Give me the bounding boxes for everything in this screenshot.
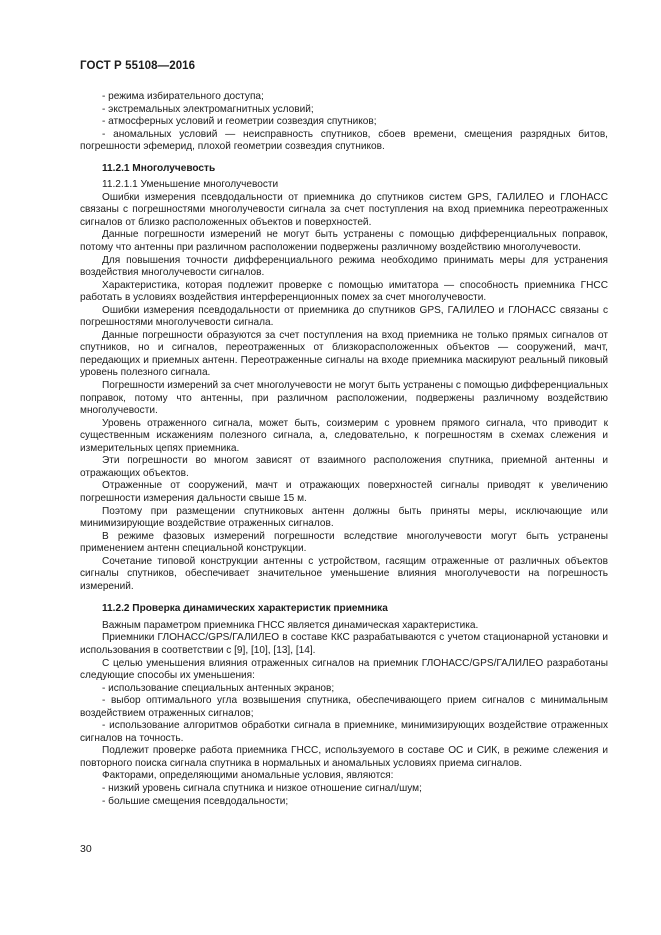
bullet-item: - использование алгоритмов обработки сигнала в приемнике, минимизирующих воздействие отраженных сигналов на точность. [80,720,608,744]
paragraph: Факторами, определяющими аномальные условия, являются: [102,770,394,782]
paragraph: Подлежит проверке работа приемника ГНСС, используемого в составе ОС и СИК, в режиме слежения и повторного поиска сигнала спутника в нормальных и аномальных условиях приема сигналов. [80,745,608,769]
bullet-item: - выбор оптимального угла возвышения спутника, обеспечивающего прием сигналов с минимальным воздействием отраженных сигналов; [80,695,608,719]
document-header: ГОСТ Р 55108—2016 [80,60,196,72]
paragraph: Для повышения точности дифференциального режима необходимо принимать меры для устранения воздействия многолучевости сигналов. [80,254,608,279]
paragraph: Важным параметром приемника ГНСС является динамическая характеристика. [102,619,479,631]
page-body [80,91,608,808]
paragraph: Эти погрешности во многом зависят от взаимного расположения спутника, приемной антенны и отражающих объектов. [80,455,608,479]
page-number: 30 [80,843,92,855]
bullet-item: - использование специальных антенных экранов; [102,682,335,694]
paragraph: Ошибки измерения псевдодальности от приемника до спутников систем GPS, ГАЛИЛЕО и ГЛОНАСС связаны с погрешностями многолучевости сигнала за счет поступления на вход приемника переотраженных сигналов от близко расположенных объектов и поверхностей. [80,191,608,228]
bullet-item: - большие смещения псевдодальности; [102,795,289,807]
paragraph: Данные погрешности образуются за счет поступления на вход приемника не только прямых сигналов от спутников, но и сигналов, переотраженных от близкорасположенных объектов — сооружений, мачт, передающих и приемных антенн. Переотраженные сигналы на входе приемника маскируют реальный пиковый уровень полезного сигнала. [80,329,608,379]
bullet-item: - экстремальных электромагнитных условий; [102,103,314,115]
paragraph: Приемники ГЛОНАСС/GPS/ГАЛИЛЕО в составе ККС разрабатываются с учетом стационарной установки и использования в соответствии с [9], [10], [13], [14]. [80,632,608,656]
bullet-item: - аномальных условий — неисправность спутников, сбоев времени, смещения разрядных битов, погрешности эфемерид, плохой геометрии созвездия спутников. [80,128,608,153]
paragraph: Данные погрешности измерений не могут быть устранены с помощью дифференциальных поправок, потому что антенны при различном расположении подвержены различному воздействию многолучевости. [80,229,608,254]
paragraph: Уровень отраженного сигнала, может быть, соизмерим с уровнем прямого сигнала, что приводит к существенным искажениям полезного сигнала, а, следовательно, к погрешностям в схемах слежения и измерительных цепях приемника. [80,417,608,454]
bullet-item: - атмосферных условий и геометрии созвездия спутников; [102,116,377,128]
bullet-item: - низкий уровень сигнала спутника и низкое отношение сигнал/шум; [102,782,422,794]
paragraph: Ошибки измерения псевдодальности от приемника до спутников GPS, ГАЛИЛЕО и ГЛОНАСС связаны с погрешностями многолучевости сигнала. [80,304,608,329]
paragraph: С целью уменьшения влияния отраженных сигналов на приемник ГЛОНАСС/GPS/ГАЛИЛЕО разработаны следующие способы их уменьшения: [80,657,608,682]
section-heading-11-2-1: 11.2.1 Многолучевость [102,162,216,174]
paragraph: Характеристика, которая подлежит проверке с помощью имитатора — способность приемника ГНСС работать в условиях воздействия интерференционных помех за счет многолучевости. [80,279,608,304]
paragraph: Поэтому при размещении спутниковых антенн должны быть приняты меры, исключающие или минимизирующие воздействие отраженных сигналов. [80,505,608,530]
paragraph: Отраженные от сооружений, мачт и отражающих поверхностей сигналы приводят к увеличению погрешности измерения дальности свыше 15 м. [80,480,608,504]
bullet-item: - режима избирательного доступа; [102,91,264,102]
paragraph: Сочетание типовой конструкции антенны с устройством, гасящим отраженные от различных объектов сигналы спутников, обеспечивает значительное уменьшение влияния многолучевости на погрешность измерений. [80,555,608,592]
subsection-heading-11-2-1-1: 11.2.1.1 Уменьшение многолучевости [102,179,279,191]
paragraph: Погрешности измерений за счет многолучевости не могут быть устранены с помощью дифференциальных поправок, потому что антенны, при различном расположении, подвержены различному воздействию многолучевости. [80,380,608,417]
paragraph: В режиме фазовых измерений погрешности вследствие многолучевости могут быть устранены применением антенн специальной конструкции. [80,530,608,555]
section-heading-11-2-2: 11.2.2 Проверка динамических характеристик приемника [102,603,388,615]
